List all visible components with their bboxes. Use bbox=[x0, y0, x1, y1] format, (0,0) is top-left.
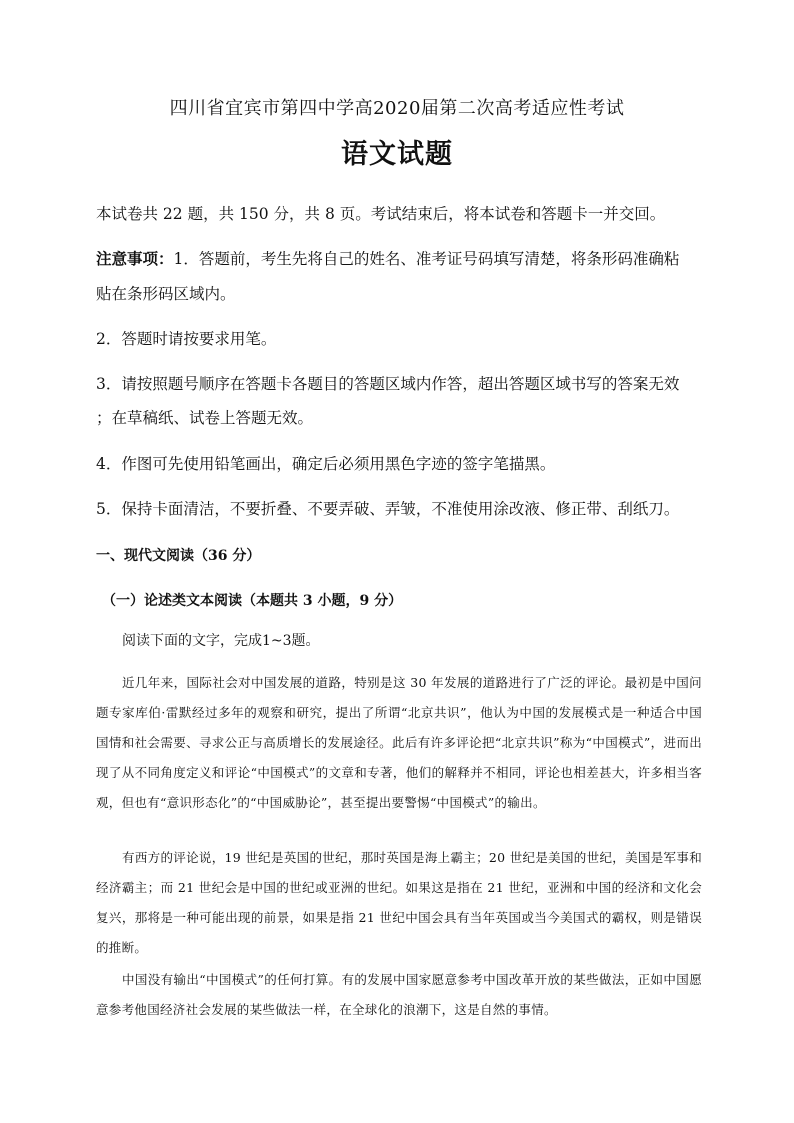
reading-instruction: 阅读下面的文字，完成1~3题。 bbox=[122, 633, 320, 649]
notice-item-1 bbox=[96, 247, 706, 269]
passage-paragraph-1: 近几年来，国际社会对中国发展的道路，特别是这 30 年发展的道路进行了广泛的评论。最初是中国问题专家库伯·雷默经过多年的观察和研究，提出了所谓“北京共识”，他认为中国的发展模式是一种适合中国国情和社会需要、寻求公正与高质增长的发展途径。此后有许多评论把“北京共识”称为“中国模式”，进而出现了从不同角度定义和评论“中国模式”的文章和专著，他们的解释并不相同，评论也相差甚大，许多相当客观，但也有“意识形态化”的“中国威胁论”，甚至提出要警惕“中国模式”的输出。 bbox=[96, 675, 702, 810]
notice-item-3-cont: ；在草稿纸、试卷上答题无效。 bbox=[96, 409, 314, 427]
notice-item-5: 5．保持卡面清洁，不要折叠、不要弄破、弄皱，不准使用涂改液、修正带、刮纸刀。 bbox=[96, 500, 680, 518]
passage-paragraph-2: 有西方的评论说，19 世纪是英国的世纪，那时英国是海上霸主；20 世纪是美国的世纪，美国是军事和经济霸主；而 21 世纪会是中国的世纪或亚洲的世纪。如果这是指在 21 世纪，亚洲和中国的经济和文化会复兴，那将是一种可能出现的前景，如果是指 21 世纪中国会具有当年英国或当今美国式的霸权，则是错误的推断。 bbox=[96, 850, 702, 955]
section-heading: 一、现代文阅读（36 分） bbox=[96, 548, 261, 564]
subsection-heading: （一）论述类文本阅读（本题共 3 小题，9 分） bbox=[102, 593, 403, 609]
notice-item-2: 2．答题时请按要求用笔。 bbox=[96, 330, 277, 348]
exam-title: 语文试题 bbox=[341, 139, 453, 170]
passage-paragraph-3: 中国没有输出“中国模式”的任何打算。有的发展中国家愿意参考中国改革开放的某些做法，正如中国愿意参考他国经济社会发展的某些做法一样，在全球化的浪潮下，这是自然的事情。 bbox=[96, 972, 702, 1017]
notice-item-4: 4．作图可先使用铅笔画出，确定后必须用黑色字迹的签字笔描黑。 bbox=[96, 455, 556, 473]
notice-item-1-cont: 贴在条形码区域内。 bbox=[96, 285, 236, 303]
exam-intro: 本试卷共 22 题，共 150 分，共 8 页。考试结束后，将本试卷和答题卡一并交回。 bbox=[96, 205, 666, 223]
notice-item-1-text: 1．答题前，考生先将自己的姓名、准考证号码填写清楚，将条形码准确粘 bbox=[173, 250, 680, 268]
notice-label: 注意事项： bbox=[96, 249, 174, 268]
notice-item-3: 3．请按照题号顺序在答题卡各题目的答题区域内作答，超出答题区域书写的答案无效 bbox=[96, 375, 680, 393]
exam-subtitle: 四川省宜宾市第四中学高2020届第二次高考适应性考试 bbox=[169, 98, 625, 119]
